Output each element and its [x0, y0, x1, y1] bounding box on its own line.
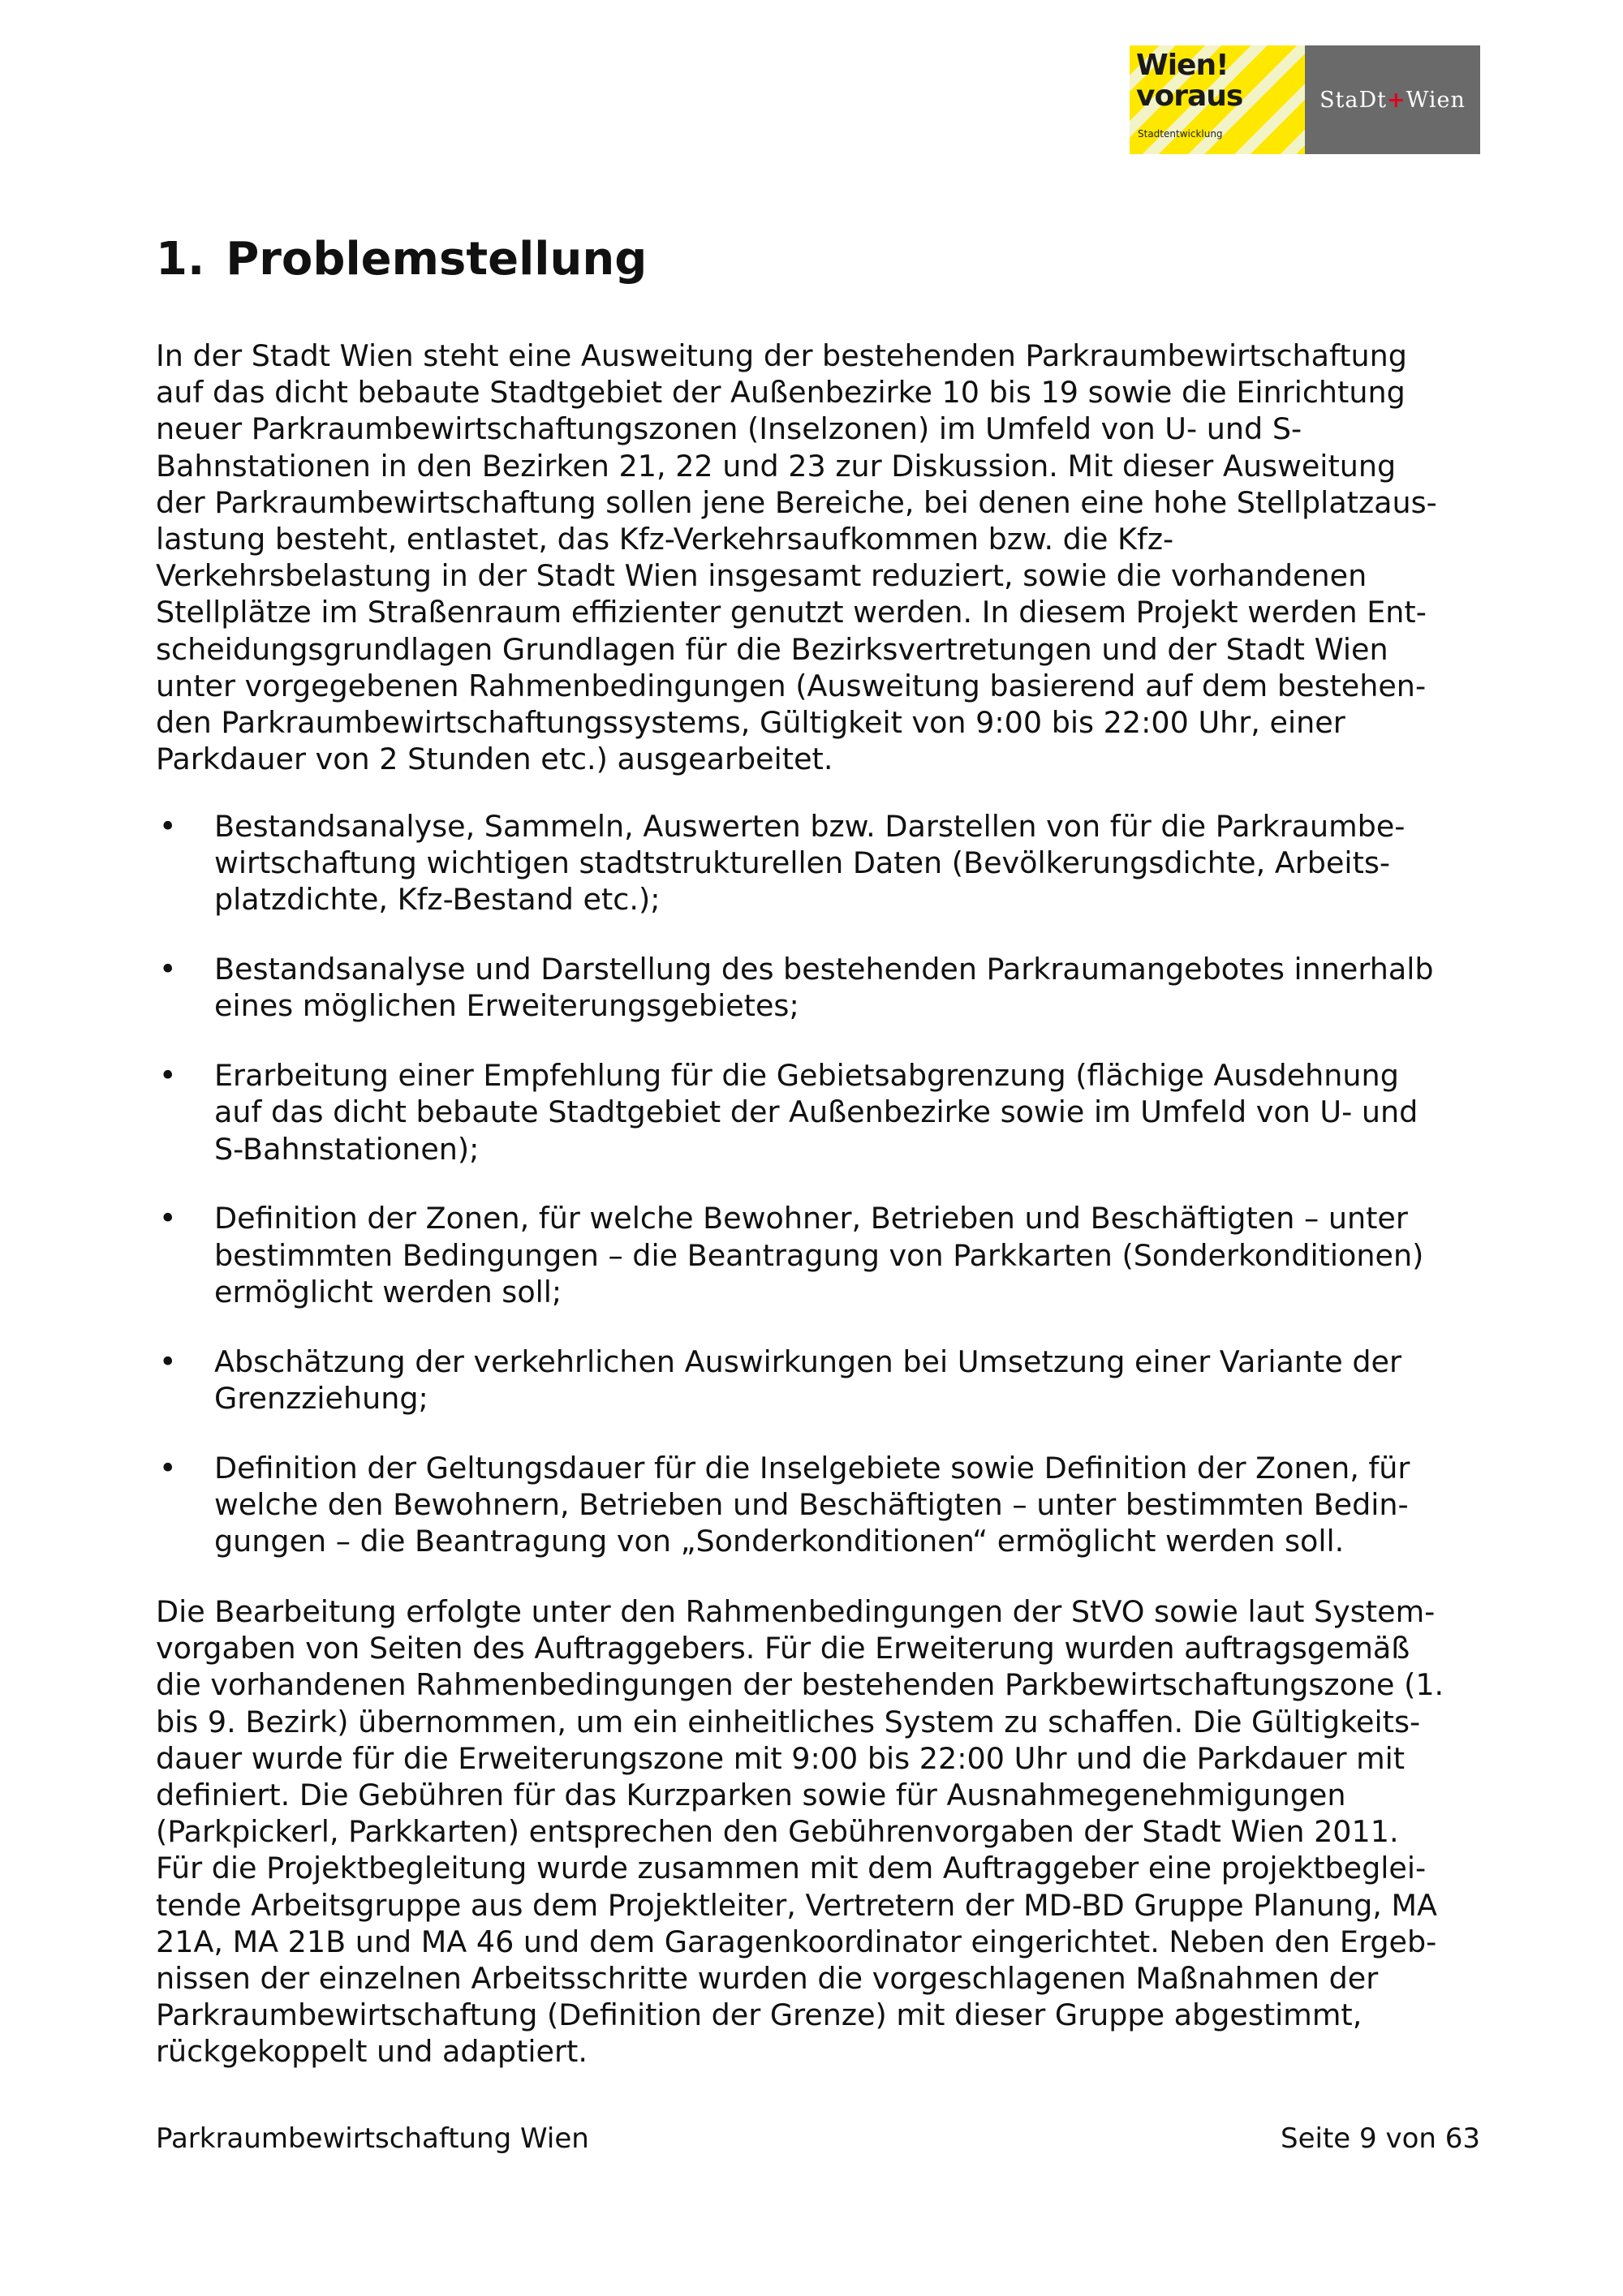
text-line: gungen – die Beantragung von „Sonderkonditionen“ ermöglicht werden soll.: [214, 1524, 1345, 1559]
footer-document-title: Parkraumbewirtschaftung Wien: [156, 2122, 589, 2155]
logo-stadt-part1: StaDt: [1319, 87, 1388, 113]
text-line: Bahnstationen in den Bezirken 21, 22 und 23 zur Diskussion. Mit dieser Ausweitung: [156, 448, 1397, 484]
logo-wien-subtitle: Stadtentwicklung: [1138, 128, 1223, 140]
text-line: 21A, MA 21B und MA 46 und dem Garagenkoordinator eingerichtet. Neben den Ergeb-: [156, 1924, 1437, 1959]
text-line: auf das dicht bebaute Stadtgebiet der Außenbezirke 10 bis 19 sowie die Einrichtung: [156, 375, 1406, 411]
text-line: dauer wurde für die Erweiterungszone mit 9:00 bis 22:00 Uhr und die Parkdauer mit: [156, 1740, 1406, 1776]
closing-paragraph: [156, 1593, 1487, 2070]
bullet-icon: •: [159, 952, 177, 987]
text-line: bestimmten Bedingungen – die Beantragung von Parkkarten (Sonderkonditionen): [214, 1237, 1424, 1273]
text-line: vorgaben von Seiten des Auftraggebers. Für die Erweiterung wurden auftragsgemäß: [156, 1631, 1410, 1666]
text-line: wirtschaftung wichtigen stadtstrukturellen Daten (Bevölkerungsdichte, Arbeits-: [214, 845, 1391, 881]
logo-wien-line2: voraus: [1136, 80, 1243, 113]
text-line: neuer Parkraumbewirtschaftungszonen (Inselzonen) im Umfeld von U- und S-: [156, 411, 1302, 447]
logo-wien-line1: Wien!: [1136, 49, 1229, 82]
text-line: S-Bahnstationen);: [214, 1131, 480, 1167]
text-line: scheidungsgrundlagen Grundlagen für die Bezirksvertretungen und der Stadt Wien: [156, 631, 1388, 667]
text-line: bis 9. Bezirk) übernommen, um ein einheitliches System zu schaffen. Die Gültigkeits-: [156, 1704, 1421, 1739]
bullet-icon: •: [159, 809, 177, 844]
logo-stadt-part2: Wien: [1406, 87, 1466, 113]
text-line: lastung besteht, entlastet, das Kfz-Verkehrsaufkommen bzw. die Kfz-: [156, 522, 1174, 557]
text-line: ermöglicht werden soll;: [214, 1274, 562, 1309]
bullet-item: [156, 1057, 1487, 1167]
footer-page-number: Seite 9 von 63: [1281, 2122, 1480, 2155]
bullet-icon: •: [159, 1058, 177, 1094]
text-line: auf das dicht bebaute Stadtgebiet der Außenbezirke sowie im Umfeld von U- und: [214, 1094, 1419, 1130]
text-line: Parkdauer von 2 Stunden etc.) ausgearbeitet.: [156, 742, 833, 777]
bullet-item: [156, 1200, 1487, 1310]
logo-stadt-cross: +: [1387, 87, 1406, 113]
text-line: der Parkraumbewirtschaftung sollen jene Bereiche, bei denen eine hohe Stellplatzaus-: [156, 484, 1437, 520]
text-line: rückgekoppelt und adaptiert.: [156, 2034, 588, 2070]
stadt-wien-logo: [1305, 45, 1480, 154]
text-line: eines möglichen Erweiterungsgebietes;: [214, 988, 799, 1024]
text-line: Für die Projektbegleitung wurde zusammen mit dem Auftraggeber eine projektbeglei-: [156, 1851, 1427, 1886]
text-line: welche den Bewohnern, Betrieben und Beschäftigten – unter bestimmten Bedin-: [214, 1486, 1409, 1522]
bullet-item: [156, 951, 1487, 1024]
text-line: tende Arbeitsgruppe aus dem Projektleiter, Vertretern der MD-BD Gruppe Planung, MA: [156, 1887, 1437, 1923]
text-line: Definition der Geltungsdauer für die Inselgebiete sowie Definition der Zonen, für: [214, 1450, 1410, 1486]
text-line: platzdichte, Kfz-Bestand etc.);: [214, 882, 661, 918]
bullet-icon: •: [159, 1450, 177, 1486]
bullet-item: [156, 808, 1487, 918]
intro-paragraph: [156, 338, 1487, 777]
text-line: In der Stadt Wien steht eine Ausweitung der bestehenden Parkraumbewirtschaftung: [156, 338, 1407, 373]
text-line: Erarbeitung einer Empfehlung für die Gebietsabgrenzung (flächige Ausdehnung: [214, 1058, 1399, 1094]
bullet-icon: •: [159, 1201, 177, 1236]
section-heading: [156, 227, 647, 292]
text-line: Bestandsanalyse, Sammeln, Auswerten bzw. Darstellen von für die Parkraumbe-: [214, 809, 1406, 844]
wien-voraus-logo: [1130, 45, 1305, 154]
page-footer: [156, 2121, 1480, 2156]
text-line: nissen der einzelnen Arbeitsschritte wurden die vorgeschlagenen Maßnahmen der: [156, 1961, 1379, 1997]
text-line: Die Bearbeitung erfolgte unter den Rahmenbedingungen der StVO sowie laut System-: [156, 1594, 1436, 1629]
text-line: den Parkraumbewirtschaftungssystems, Gültigkeit von 9:00 bis 22:00 Uhr, einer: [156, 705, 1345, 741]
text-line: Parkraumbewirtschaftung (Definition der Grenze) mit dieser Gruppe abgestimmt,: [156, 1997, 1363, 2033]
section-number: 1.: [156, 233, 205, 286]
text-line: Bestandsanalyse und Darstellung des bestehenden Parkraumangebotes innerhalb: [214, 952, 1434, 987]
section-title: Problemstellung: [226, 233, 648, 286]
text-line: Definition der Zonen, für welche Bewohner, Betrieben und Beschäftigten – unter: [214, 1201, 1408, 1236]
text-line: Abschätzung der verkehrlichen Auswirkungen bei Umsetzung einer Variante der: [214, 1344, 1401, 1379]
bullet-item: [156, 1344, 1487, 1417]
text-line: unter vorgegebenen Rahmenbedingungen (Ausweitung basierend auf dem bestehen-: [156, 668, 1427, 703]
text-line: (Parkpickerl, Parkkarten) entsprechen den Gebührenvorgaben der Stadt Wien 2011.: [156, 1814, 1399, 1850]
text-line: definiert. Die Gebühren für das Kurzparken sowie für Ausnahmegenehmigungen: [156, 1778, 1346, 1813]
header-logos: [1130, 45, 1480, 154]
task-bullet-list: [156, 808, 1487, 1593]
text-line: die vorhandenen Rahmenbedingungen der bestehenden Parkbewirtschaftungszone (1.: [156, 1667, 1444, 1703]
text-line: Stellplätze im Straßenraum effizienter genutzt werden. In diesem Projekt werden Ent-: [156, 595, 1427, 630]
text-line: Verkehrsbelastung in der Stadt Wien insgesamt reduziert, sowie die vorhandenen: [156, 558, 1367, 594]
stadt-wien-logo-text: [1319, 88, 1466, 113]
bullet-icon: •: [159, 1344, 177, 1379]
text-line: Grenzziehung;: [214, 1380, 428, 1416]
bullet-item: [156, 1450, 1487, 1560]
